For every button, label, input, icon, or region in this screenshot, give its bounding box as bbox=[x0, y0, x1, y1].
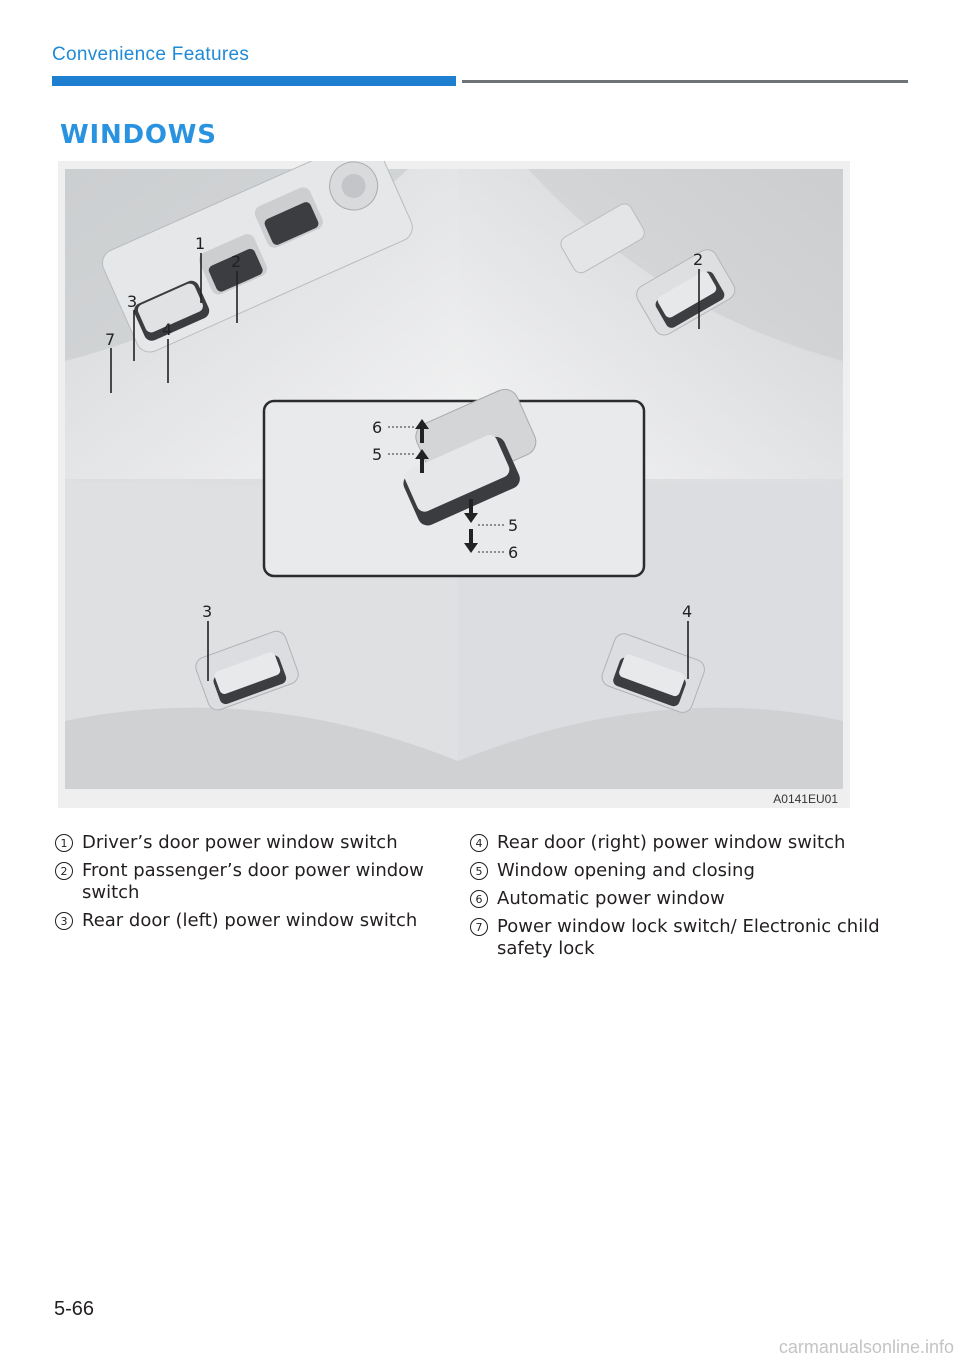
section-title: Convenience Features bbox=[52, 44, 250, 65]
legend-item bbox=[470, 832, 910, 854]
callout-3-driver: 3 bbox=[127, 292, 138, 311]
legend-text: Window opening and closing bbox=[497, 860, 755, 881]
legend-number: 4 bbox=[470, 834, 488, 852]
page-number: 5-66 bbox=[54, 1298, 95, 1320]
legend-number: 7 bbox=[470, 918, 488, 936]
legend-item bbox=[55, 832, 440, 854]
legend-text: Automatic power window bbox=[497, 888, 725, 909]
callout-6-down: 6 bbox=[508, 543, 519, 562]
callout-5-down: 5 bbox=[508, 516, 519, 535]
legend-text: Driver’s door power window switch bbox=[82, 832, 398, 853]
window-switches-figure bbox=[58, 161, 850, 808]
page-heading: WINDOWS bbox=[60, 120, 217, 150]
legend-text: Power window lock switch/ Electronic child safety lock bbox=[497, 916, 880, 959]
legend-item bbox=[55, 860, 440, 904]
legend-number: 1 bbox=[55, 834, 73, 852]
legend-item bbox=[470, 888, 910, 910]
legend-item bbox=[55, 910, 440, 932]
legend-number: 6 bbox=[470, 890, 488, 908]
legend-text: Front passenger’s door power window switch bbox=[82, 860, 424, 903]
callout-2-driver: 2 bbox=[231, 252, 242, 271]
legend-right bbox=[470, 832, 910, 966]
callout-7: 7 bbox=[105, 330, 116, 349]
window-switches-illustration bbox=[58, 161, 850, 808]
header-rule-blue bbox=[52, 76, 456, 86]
callout-5-up: 5 bbox=[372, 445, 383, 464]
callout-4-rear: 4 bbox=[682, 602, 693, 621]
callout-6-up: 6 bbox=[372, 418, 383, 437]
legend-text: Rear door (right) power window switch bbox=[497, 832, 846, 853]
figure-code: A0141EU01 bbox=[773, 792, 838, 806]
legend-number: 2 bbox=[55, 862, 73, 880]
callout-4-driver: 4 bbox=[162, 320, 173, 339]
legend-number: 5 bbox=[470, 862, 488, 880]
callout-2-passenger: 2 bbox=[693, 250, 704, 269]
callout-1: 1 bbox=[195, 234, 206, 253]
legend-left bbox=[55, 832, 440, 938]
legend-text: Rear door (left) power window switch bbox=[82, 910, 418, 931]
watermark: carmanualsonline.info bbox=[778, 1337, 954, 1357]
header-rule-gray bbox=[462, 80, 908, 83]
callout-3-rear: 3 bbox=[202, 602, 213, 621]
legend-item bbox=[470, 860, 910, 882]
legend-item bbox=[470, 916, 910, 960]
legend-number: 3 bbox=[55, 912, 73, 930]
